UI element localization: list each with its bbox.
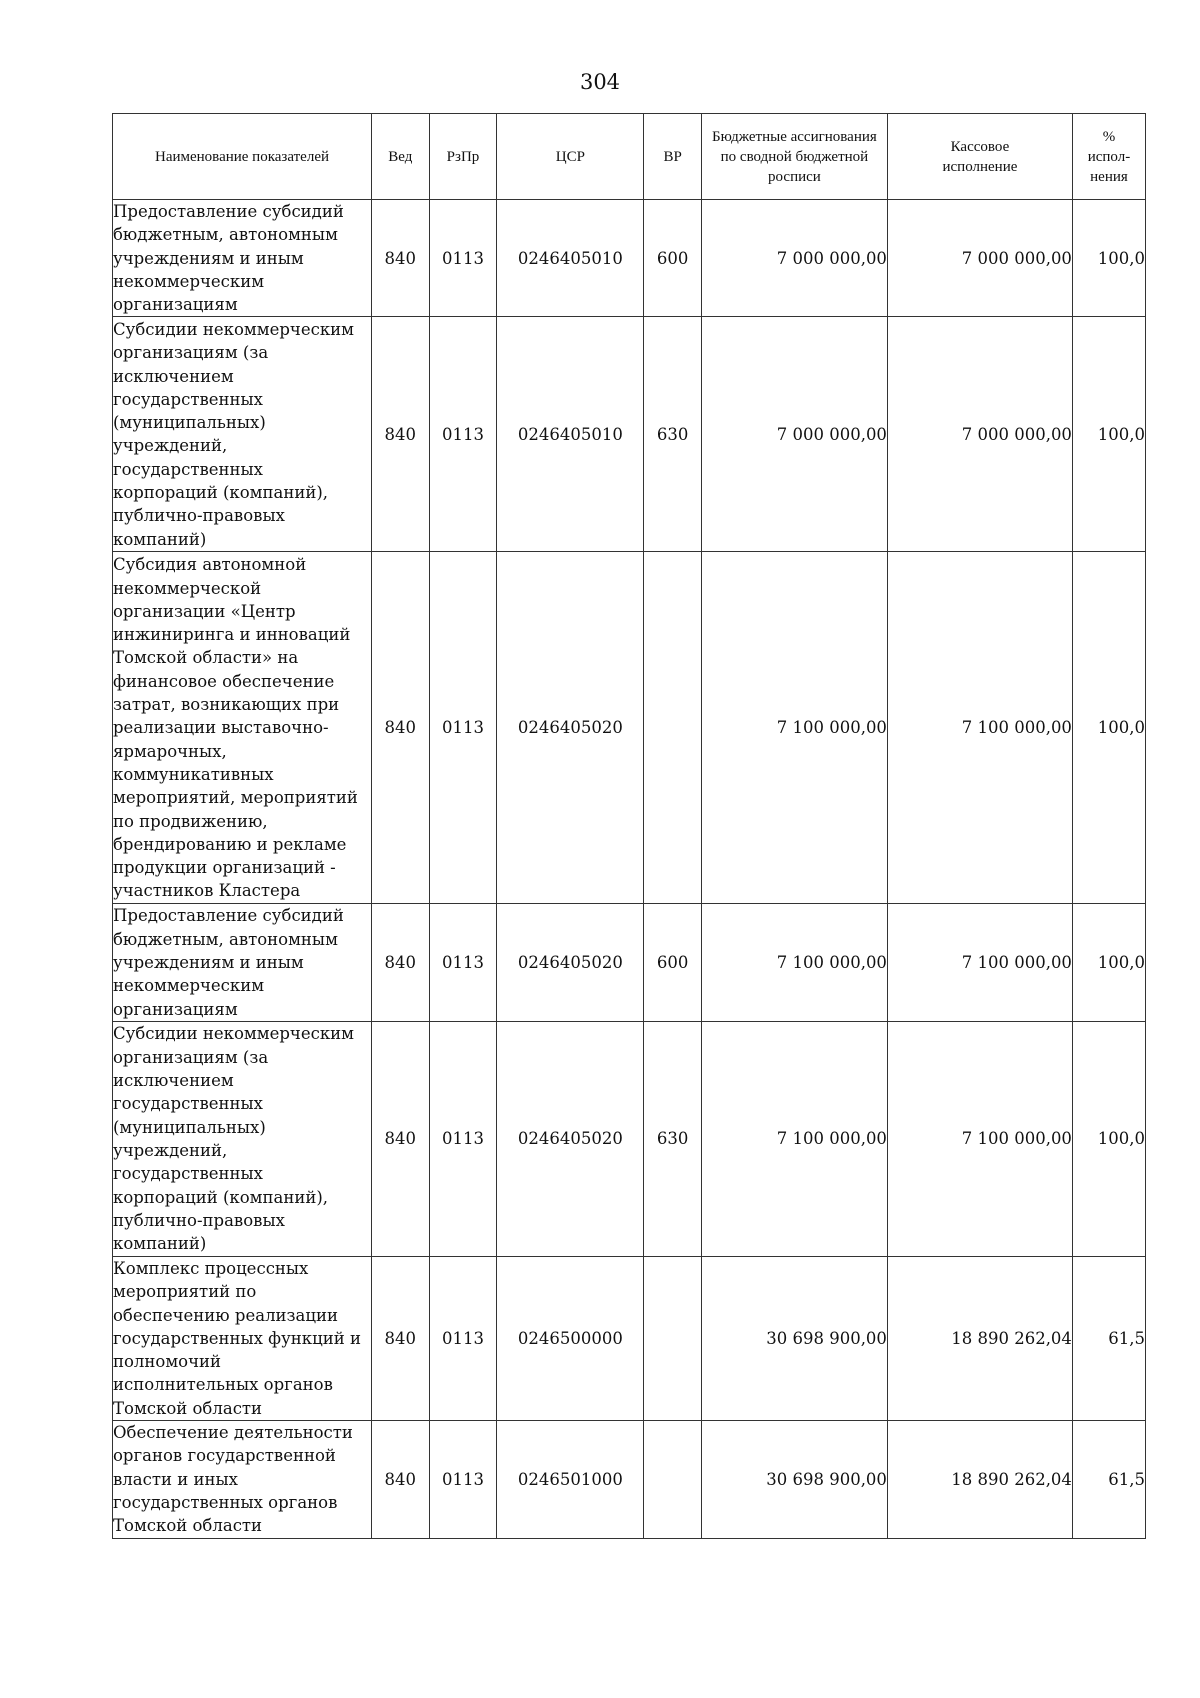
cell-csr: 0246500000: [497, 1256, 644, 1420]
cell-assignments: 7 100 000,00: [701, 552, 887, 904]
cell-name: Предоставление субсидий бюджетным, автономным учреждениям и иным некоммерческим организациям: [113, 200, 372, 317]
header-cash-execution: Кассовое исполнение: [887, 114, 1072, 200]
cell-cash: 18 890 262,04: [887, 1256, 1072, 1420]
cell-name: Обеспечение деятельности органов государственной власти и иных государственных органов Томской области: [113, 1421, 372, 1538]
cell-assignments: 30 698 900,00: [701, 1256, 887, 1420]
table-row: [113, 1256, 1146, 1420]
cell-cash: 7 100 000,00: [887, 1021, 1072, 1256]
table-row: [113, 317, 1146, 552]
cell-csr: 0246405010: [497, 317, 644, 552]
cell-ved: 840: [372, 200, 430, 317]
cell-cash: 7 100 000,00: [887, 552, 1072, 904]
cell-rzpr: 0113: [429, 1021, 497, 1256]
cell-rzpr: 0113: [429, 904, 497, 1021]
cell-ved: 840: [372, 317, 430, 552]
header-assignments: Бюджетные ассигнования по сводной бюджетной росписи: [701, 114, 887, 200]
cell-rzpr: 0113: [429, 1421, 497, 1538]
cell-percent: 100,0: [1072, 552, 1145, 904]
table-header-row: [113, 114, 1146, 200]
cell-cash: 7 000 000,00: [887, 317, 1072, 552]
cell-name: Субсидии некоммерческим организациям (за исключением государственных (муниципальных) учреждений, государственных корпораций (компаний), публично-правовых компаний): [113, 317, 372, 552]
header-percent: % испол-нения: [1072, 114, 1145, 200]
cell-csr: 0246501000: [497, 1421, 644, 1538]
table-row: [113, 200, 1146, 317]
table-row: [113, 1421, 1146, 1538]
cell-csr: 0246405020: [497, 552, 644, 904]
table-row: [113, 552, 1146, 904]
cell-csr: 0246405010: [497, 200, 644, 317]
cell-percent: 100,0: [1072, 1021, 1145, 1256]
cell-rzpr: 0113: [429, 200, 497, 317]
cell-assignments: 7 000 000,00: [701, 200, 887, 317]
cell-vr: 600: [644, 200, 702, 317]
cell-ved: 840: [372, 904, 430, 1021]
header-ved: Вед: [372, 114, 430, 200]
cell-percent: 61,5: [1072, 1256, 1145, 1420]
header-name: Наименование показателей: [113, 114, 372, 200]
cell-vr: 600: [644, 904, 702, 1021]
cell-assignments: 30 698 900,00: [701, 1421, 887, 1538]
cell-percent: 100,0: [1072, 200, 1145, 317]
budget-table: [112, 113, 1146, 1539]
cell-ved: 840: [372, 552, 430, 904]
cell-cash: 18 890 262,04: [887, 1421, 1072, 1538]
cell-vr: [644, 1421, 702, 1538]
cell-vr: 630: [644, 317, 702, 552]
cell-ved: 840: [372, 1021, 430, 1256]
header-vr: ВР: [644, 114, 702, 200]
cell-cash: 7 100 000,00: [887, 904, 1072, 1021]
cell-cash: 7 000 000,00: [887, 200, 1072, 317]
cell-percent: 100,0: [1072, 317, 1145, 552]
cell-percent: 61,5: [1072, 1421, 1145, 1538]
cell-percent: 100,0: [1072, 904, 1145, 1021]
cell-csr: 0246405020: [497, 1021, 644, 1256]
table-row: [113, 904, 1146, 1021]
cell-csr: 0246405020: [497, 904, 644, 1021]
cell-ved: 840: [372, 1256, 430, 1420]
cell-rzpr: 0113: [429, 552, 497, 904]
page-number: 304: [579, 70, 621, 94]
cell-assignments: 7 100 000,00: [701, 1021, 887, 1256]
cell-ved: 840: [372, 1421, 430, 1538]
cell-assignments: 7 000 000,00: [701, 317, 887, 552]
cell-name: Субсидии некоммерческим организациям (за исключением государственных (муниципальных) учреждений, государственных корпораций (компаний), публично-правовых компаний): [113, 1021, 372, 1256]
cell-vr: [644, 1256, 702, 1420]
cell-name: Субсидия автономной некоммерческой организации «Центр инжиниринга и инноваций Томской области» на финансовое обеспечение затрат, возникающих при реализации выставочно-ярмарочных, коммуникативных мероприятий, мероприятий по продвижению, брендированию и рекламе продукции организаций - участников Кластера: [113, 552, 372, 904]
table-row: [113, 1021, 1146, 1256]
cell-name: Комплекс процессных мероприятий по обеспечению реализации государственных функций и полномочий исполнительных органов Томской области: [113, 1256, 372, 1420]
cell-vr: 630: [644, 1021, 702, 1256]
cell-name: Предоставление субсидий бюджетным, автономным учреждениям и иным некоммерческим организациям: [113, 904, 372, 1021]
header-csr: ЦСР: [497, 114, 644, 200]
header-rzpr: РзПр: [429, 114, 497, 200]
cell-rzpr: 0113: [429, 1256, 497, 1420]
cell-vr: [644, 552, 702, 904]
cell-assignments: 7 100 000,00: [701, 904, 887, 1021]
cell-rzpr: 0113: [429, 317, 497, 552]
